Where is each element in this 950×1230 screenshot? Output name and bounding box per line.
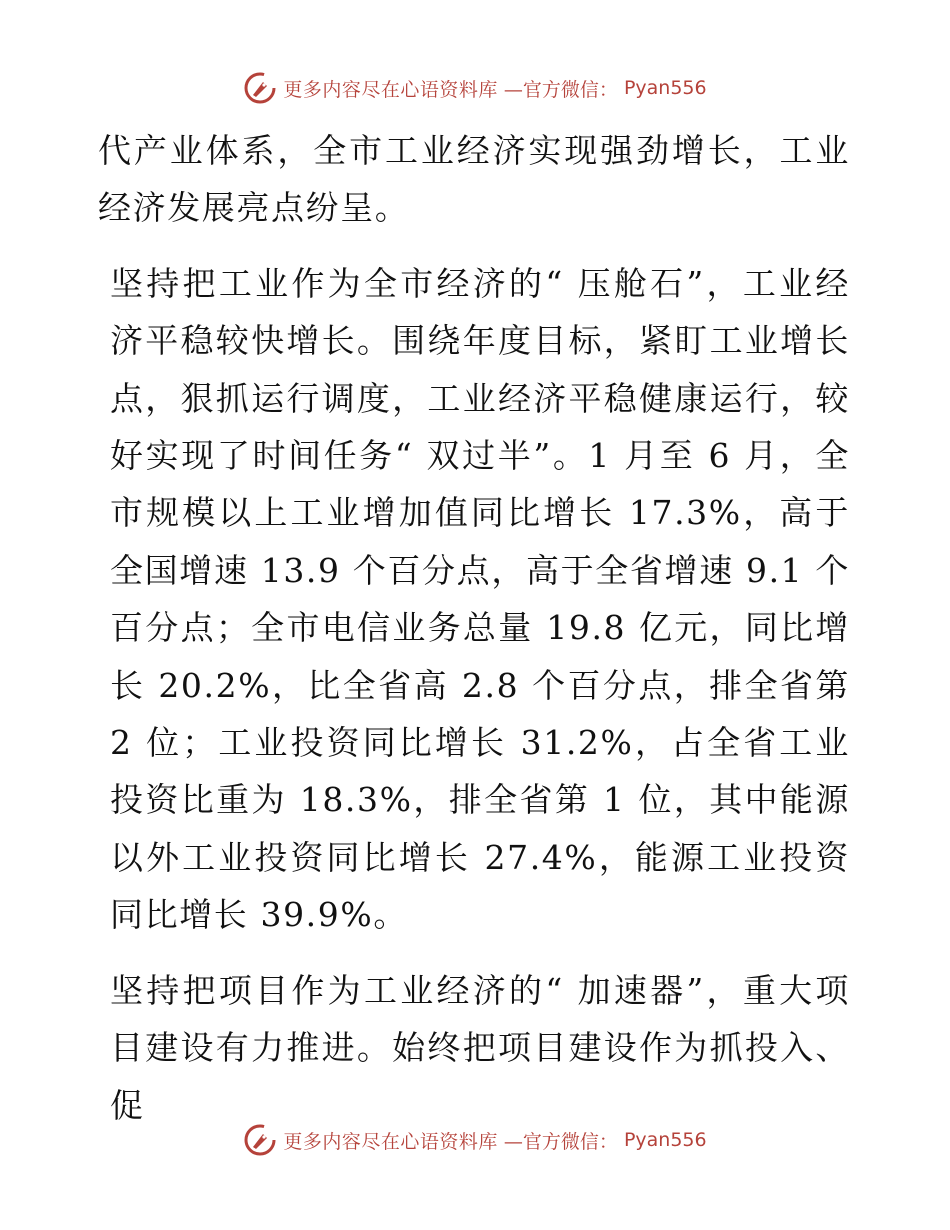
paragraph-3: 坚持把项目作为工业经济的“ 加速器”，重大项目建设有力推进。始终把项目建设作为抓投入、促 xyxy=(110,970,850,1125)
footer-watermark xyxy=(0,1120,950,1160)
pen-nib-logo-icon xyxy=(243,71,277,105)
watermark-suffix: —官方微信： xyxy=(503,1130,618,1153)
paragraph-2: 坚持把工业作为全市经济的“ 压舱石”，工业经济平稳较快增长。围绕年度目标，紧盯工业增长点，狠抓运行调度，工业经济平稳健康运行，较好实现了时间任务“ 双过半”。1 月至 6 月，全市规模以上工业增加值同比增长 17.3%，高于全国增速 13.9 个百分点，高于全省增速 9.1 个百分点；全市电信业务总量 19.8 亿元，同比增长 20.2%，比全省高 2.8 个百分点，排全省第 2 位；工业投资同比增长 31.2%，占全省工业投资比重为 18.3%，排全省第 1 位，其中能源以外工业投资同比增长 27.4%，能源工业投资同比增长 39.9%。 xyxy=(110,263,850,935)
document-body xyxy=(98,122,850,1134)
watermark-id: Pyan556 xyxy=(623,77,707,99)
pen-nib-logo-icon xyxy=(243,1123,277,1157)
watermark-text: 更多内容尽在心语资料库 xyxy=(283,78,498,101)
watermark-suffix: —官方微信： xyxy=(503,78,618,101)
watermark-text: 更多内容尽在心语资料库 xyxy=(283,1130,498,1153)
header-watermark xyxy=(0,68,950,108)
paragraph-1: 代产业体系，全市工业经济实现强劲增长，工业经济发展亮点纷呈。 xyxy=(98,131,850,228)
watermark-id: Pyan556 xyxy=(623,1129,707,1151)
